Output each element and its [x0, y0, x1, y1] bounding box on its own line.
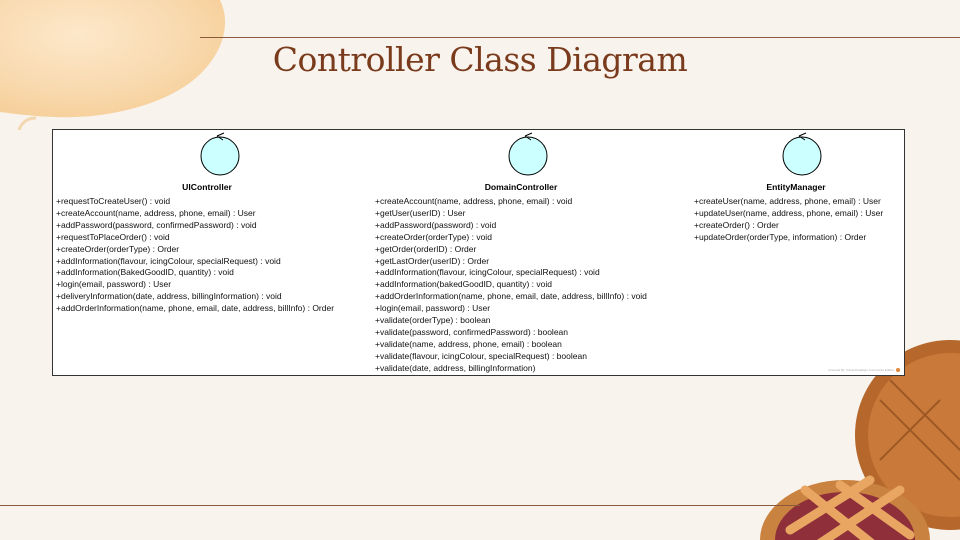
operation: +addOrderInformation(name, phone, email, date, address, billInfo) : void	[375, 291, 647, 302]
operation: +addInformation(bakedGoodID, quantity) : void	[375, 279, 552, 290]
operation: +addOrderInformation(name, phone, email, date, address, billInfo) : Order	[56, 303, 335, 314]
operation: +addPassword(password) : void	[375, 219, 497, 230]
operation: +addInformation(flavour, icingColour, specialRequest) : void	[375, 267, 600, 278]
control-icon	[198, 132, 242, 176]
operation: +login(email, password) : User	[56, 279, 172, 290]
operation: +getUser(userID) : User	[375, 207, 466, 218]
operation: +createAccount(name, address, phone, email) : void	[375, 196, 573, 206]
top-divider	[200, 37, 960, 38]
class-name: EntityManager	[766, 182, 826, 192]
operation: +requestToPlaceOrder() : void	[56, 231, 170, 242]
operation: +createAccount(name, address, phone, email) : User	[56, 207, 256, 218]
operations-list	[56, 196, 334, 315]
operation: +login(email, password) : User	[375, 303, 491, 314]
operation: +validate(flavour, icingColour, specialRequest) : boolean	[375, 350, 587, 361]
operation: +getLastOrder(userID) : Order	[375, 255, 490, 266]
operation: +createOrder(orderType) : void	[375, 231, 492, 242]
operations-list	[694, 196, 883, 244]
class-name: UIController	[182, 182, 232, 192]
operation: +validate(orderType) : boolean	[375, 315, 491, 326]
operation: +updateOrder(orderType, information) : Order	[694, 231, 867, 242]
operation: +createUser(name, address, phone, email) : User	[694, 196, 881, 206]
operation: +requestToCreateUser() : void	[56, 196, 171, 206]
operation: +deliveryInformation(date, address, billingInformation) : void	[56, 291, 282, 302]
class-name: DomainController	[484, 182, 558, 192]
control-icon	[506, 132, 550, 176]
operation: +createOrder(orderType) : Order	[56, 243, 180, 254]
operation: +addInformation(flavour, icingColour, specialRequest) : void	[56, 255, 281, 266]
bottom-divider	[0, 505, 800, 506]
operation: +updateUser(name, address, phone, email) : User	[694, 207, 884, 218]
operation: +validate(name, address, phone, email) : boolean	[375, 338, 562, 349]
page-title: Controller Class Diagram	[272, 40, 688, 79]
operation: +validate(date, address, billingInformation)	[375, 362, 536, 373]
watermark: Powered By: Visual Paradigm Community Edition	[828, 368, 900, 372]
operations-list	[375, 196, 647, 375]
operation: +createOrder() : Order	[694, 219, 779, 230]
operation: +validate(password, confirmedPassword) : boolean	[375, 326, 569, 337]
control-icon	[780, 132, 824, 176]
class-diagram	[52, 129, 905, 376]
operation: +addInformation(BakedGoodID, quantity) : void	[56, 267, 234, 278]
operation: +addPassword(password, confirmedPassword) : void	[56, 219, 257, 230]
operation: +getOrder(orderID) : Order	[375, 243, 477, 254]
